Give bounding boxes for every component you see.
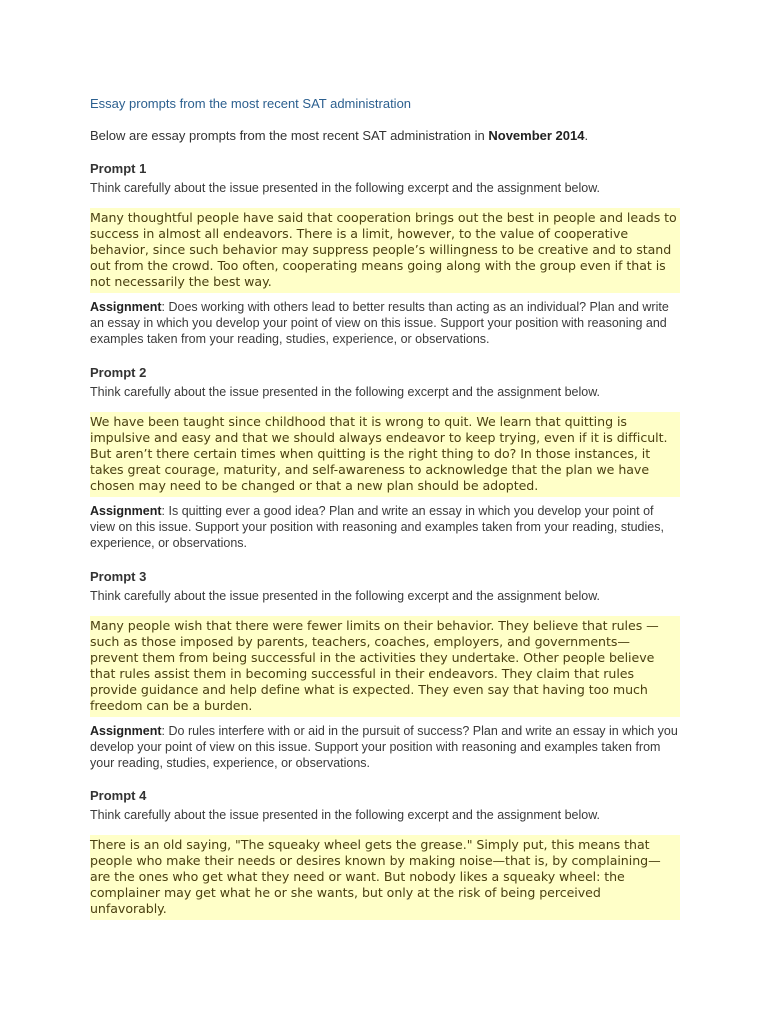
prompt-heading: Prompt 3 <box>90 569 147 584</box>
prompt-assignment <box>90 299 680 347</box>
prompt-excerpt: Many people wish that there were fewer limits on their behavior. They believe that rules —such as those imposed by parents, teachers, coaches, employers, and governments— prevent them from being successful in the activities they undertake. Other people believe that rules assist them in becoming successful in their endeavors. They claim that rules provide guidance and help define what is expected. They even say that having too much freedom can be a burden. <box>90 616 680 717</box>
prompt-section-1 <box>90 161 680 347</box>
prompt-excerpt: We have been taught since childhood that it is wrong to quit. We learn that quitting is impulsive and easy and that we should always endeavor to keep trying, even if it is difficult. But aren’t there certain times when quitting is the right thing to do? In those instances, it takes great courage, maturity, and self-awareness to acknowledge that the plan we have chosen may need to be changed or that a new plan should be adopted. <box>90 412 680 497</box>
prompt-assignment <box>90 503 680 551</box>
prompt-excerpt: There is an old saying, "The squeaky wheel gets the grease." Simply put, this means that people who make their needs or desires known by making noise—that is, by complaining—are the ones who get what they need or want. But nobody likes a squeaky wheel: the complainer may get what he or she wants, but only at the risk of being perceived unfavorably. <box>90 835 680 920</box>
prompt-heading: Prompt 2 <box>90 365 147 380</box>
assignment-text: : Does working with others lead to better results than acting as an individual? Plan and write an essay in which you develop your point of view on this issue. Support your position with reasoning and examples taken from your reading, studies, experience, or observations. <box>90 300 669 346</box>
prompt-heading: Prompt 4 <box>90 788 147 803</box>
assignment-text: : Do rules interfere with or aid in the pursuit of success? Plan and write an essay in which you develop your point of view on this issue. Support your position with reasoning and examples taken from your reading, studies, experience, or observations. <box>90 724 678 770</box>
assignment-label: Assignment <box>90 504 162 518</box>
prompt-excerpt: Many thoughtful people have said that cooperation brings out the best in people and leads to success in almost all endeavors. There is a limit, however, to the value of cooperative behavior, since such behavior may suppress people’s willingness to be creative and to stand out from the crowd. Too often, cooperating means going along with the group even if that is not necessarily the best way. <box>90 208 680 293</box>
intro-date: November 2014 <box>488 128 585 143</box>
assignment-label: Assignment <box>90 300 162 314</box>
prompt-section-2 <box>90 365 680 551</box>
intro-paragraph <box>90 128 588 143</box>
assignment-text: : Is quitting ever a good idea? Plan and write an essay in which you develop your point of view on this issue. Support your position with reasoning and examples taken from your reading, studies, experience, or observations. <box>90 504 664 550</box>
prompt-instruction: Think carefully about the issue presented in the following excerpt and the assignment below. <box>90 589 601 603</box>
prompt-instruction: Think carefully about the issue presented in the following excerpt and the assignment below. <box>90 808 601 822</box>
assignment-label: Assignment <box>90 724 162 738</box>
intro-text: Below are essay prompts from the most recent SAT administration in <box>90 128 489 143</box>
prompt-section-3 <box>90 569 680 771</box>
prompt-heading: Prompt 1 <box>90 161 147 176</box>
prompt-instruction: Think carefully about the issue presented in the following excerpt and the assignment below. <box>90 181 601 195</box>
document-title: Essay prompts from the most recent SAT administration <box>90 96 412 111</box>
prompt-section-4 <box>90 788 680 920</box>
intro-suffix: . <box>584 128 589 143</box>
prompt-instruction: Think carefully about the issue presented in the following excerpt and the assignment below. <box>90 385 601 399</box>
prompt-assignment <box>90 723 680 771</box>
